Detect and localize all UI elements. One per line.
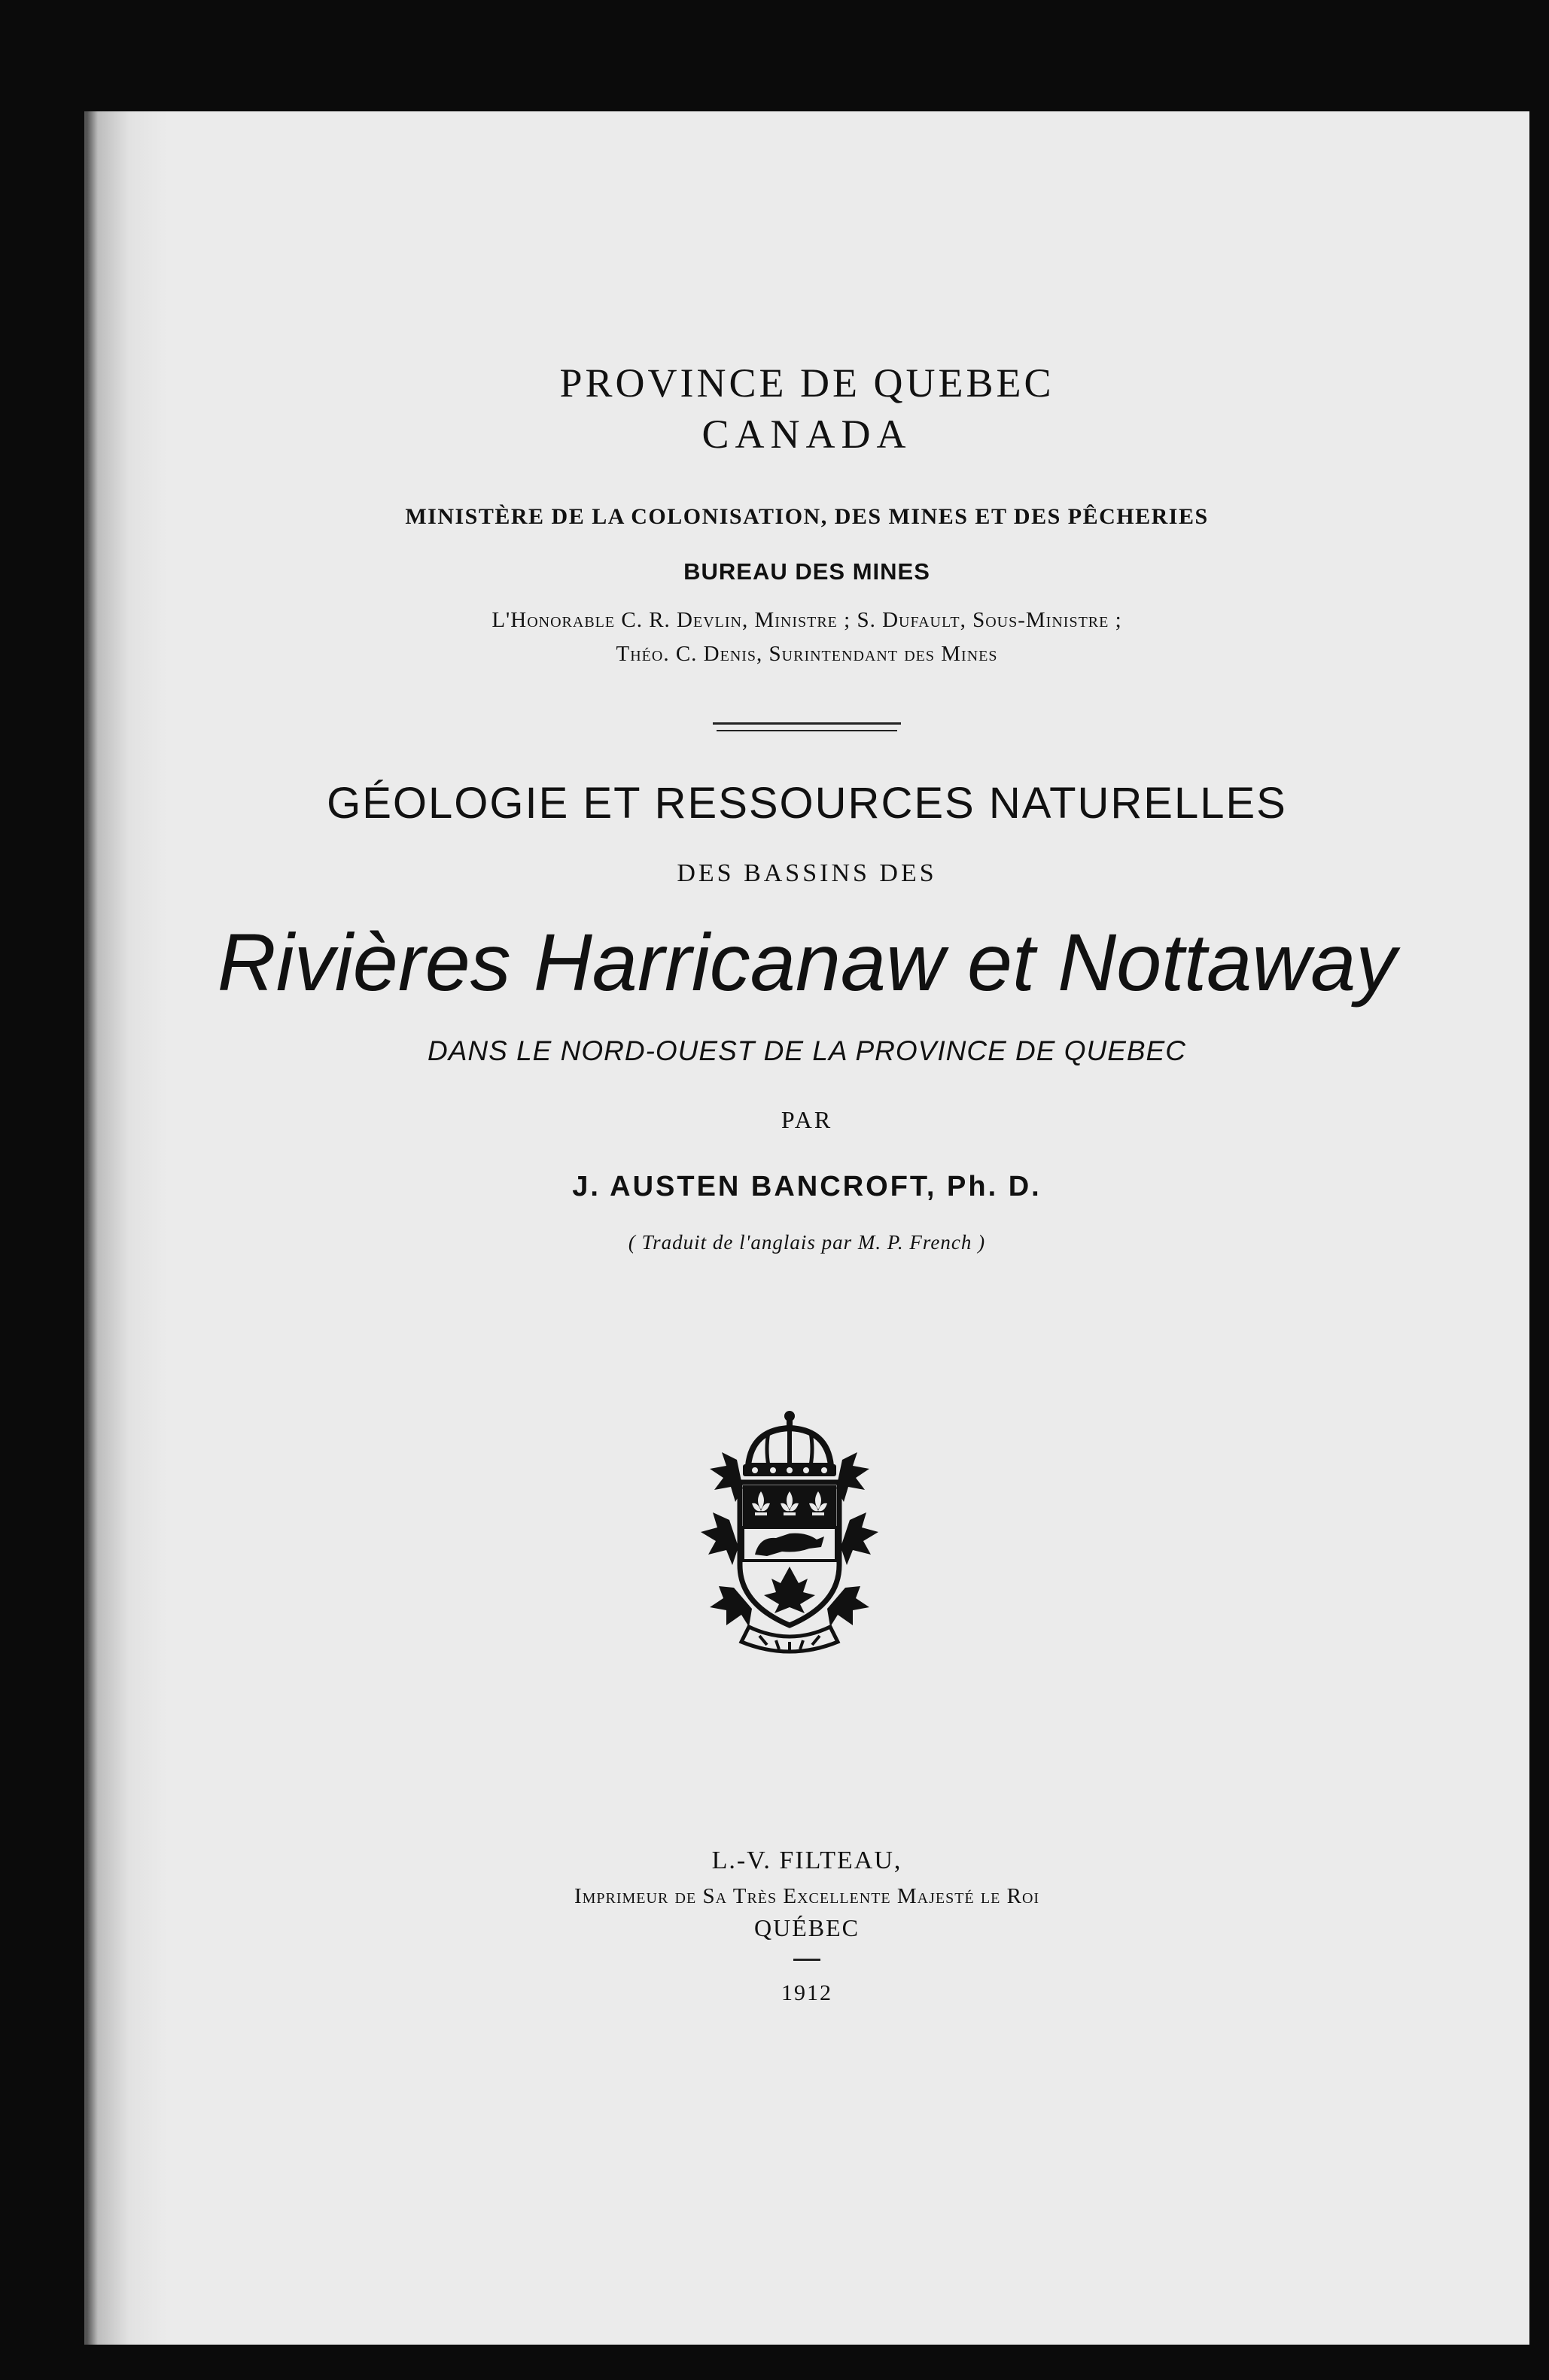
double-rule-bottom: [717, 730, 897, 731]
officials-line-1: L'Honorable C. R. Devlin, Ministre ; S. Dufault, Sous-Ministre ;: [491, 608, 1122, 632]
bureau-line: BUREAU DES MINES: [683, 558, 930, 585]
printer-title: Imprimeur de Sa Très Excellente Majesté le Roi: [574, 1884, 1040, 1908]
author-name: J. AUSTEN BANCROFT, Ph. D.: [572, 1171, 1042, 1202]
imprint-city: QUÉBEC: [754, 1914, 860, 1941]
title-connector: DES BASSINS DES: [677, 859, 937, 887]
publication-year: 1912: [781, 1980, 832, 2005]
printer-name: L.-V. FILTEAU,: [711, 1847, 902, 1874]
country-heading: CANADA: [701, 412, 912, 457]
province-heading: PROVINCE DE QUEBEC: [559, 360, 1054, 406]
ministry-line: MINISTÈRE DE LA COLONISATION, DES MINES ET DES PÊCHERIES: [405, 504, 1209, 529]
double-rule-top: [713, 722, 901, 725]
par-label: PAR: [781, 1106, 833, 1133]
title-page: [84, 111, 1529, 2345]
imprint-separator: [793, 1959, 820, 1961]
region-subtitle: DANS LE NORD-OUEST DE LA PROVINCE DE QUEBEC: [428, 1035, 1186, 1066]
quebec-coat-of-arms-icon: [677, 1407, 902, 1655]
officials-line-2: Théo. C. Denis, Surintendant des Mines: [616, 642, 998, 666]
rivers-title: Rivières Harricanaw et Nottaway: [217, 916, 1397, 1008]
page-fold-line: [84, 111, 87, 2345]
translator-credit: ( Traduit de l'anglais par M. P. French ): [628, 1231, 986, 1254]
main-title: GÉOLOGIE ET RESSOURCES NATURELLES: [327, 779, 1287, 828]
